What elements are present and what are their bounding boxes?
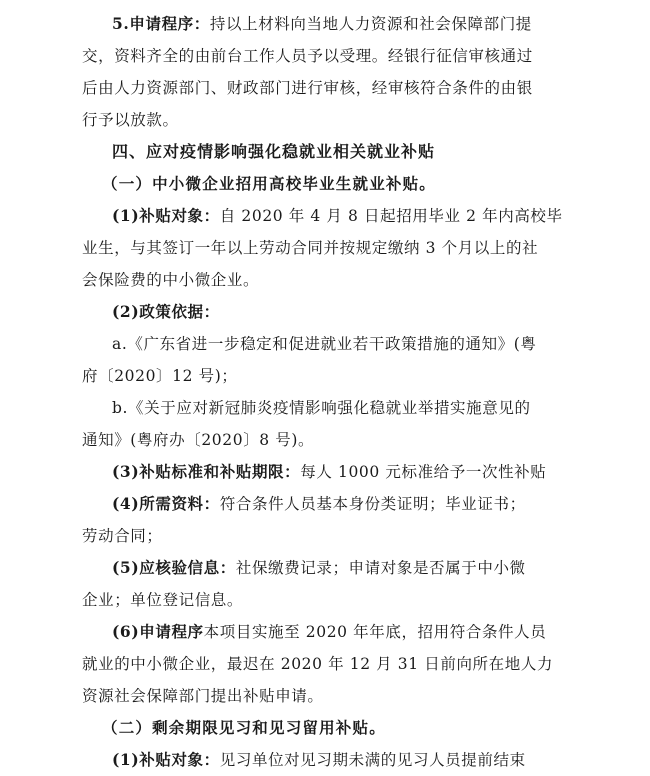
paragraph-line: 后由人力资源部门、财政部门进行审核，经审核符合条件的由银 [82,79,533,97]
paragraph-line [82,488,580,520]
subsection-heading: （二）剩余期限见习和见习留用补贴。 [102,718,386,737]
section-heading: 四、应对疫情影响强化稳就业相关就业补贴 [112,142,436,161]
paragraph-line: 就业的中小微企业，最迟在 2020 年 12 月 31 日前向所在地人力 [82,655,554,673]
paragraph-line: 行予以放款。 [82,111,179,129]
item-text: 社保缴费记录；申请对象是否属于中小微 [235,559,526,577]
paragraph-line: 劳动合同； [82,527,163,545]
item-label: (6)申请程序 [112,622,204,641]
item-label: (2)政策依据： [112,302,220,321]
paragraph-line [82,616,580,648]
paragraph-line [82,552,580,584]
item-text: 符合条件人员基本身份类证明；毕业证书； [219,495,526,513]
item-label: (1)补贴对象： [112,750,220,769]
item-label: (1)补贴对象： [112,206,220,225]
item-text: 见习单位对见习期未满的见习人员提前结束 [219,751,526,769]
paragraph-line [82,8,580,40]
paragraph-line: 企业；单位登记信息。 [82,591,244,609]
paragraph-line [82,456,580,488]
item-text: 自 2020 年 4 月 8 日起招用毕业 2 年内高校毕 [219,207,563,225]
paragraph-line [82,744,580,776]
paragraph-line: 会保险费的中小微企业。 [82,271,260,289]
subsection-heading: （一）中小微企业招用高校毕业生就业补贴。 [102,174,437,193]
item-text: 每人 1000 元标准给予一次性补贴 [300,463,547,481]
item-text: 本项目实施至 2020 年年底，招用符合条件人员 [203,623,547,641]
item-label: (4)所需资料： [112,494,220,513]
paragraph-line: 通知》(粤府办〔2020〕8 号)。 [82,431,315,449]
paragraph-line: 交，资料齐全的由前台工作人员予以受理。经银行征信审核通过 [82,47,533,65]
paragraph-line: 府〔2020〕12 号)； [82,367,238,385]
item-label: (3)补贴标准和补贴期限： [112,462,301,481]
paragraph-line: a.《广东省进一步稳定和促进就业若干政策措施的通知》(粤 [112,335,537,353]
item-label: 5.申请程序： [112,14,210,33]
paragraph-line: 资源社会保障部门提出补贴申请。 [82,687,324,705]
paragraph-line: b.《关于应对新冠肺炎疫情影响强化稳就业举措实施意见的 [112,399,531,417]
paragraph-line: 业生，与其签订一年以上劳动合同并按规定缴纳 3 个月以上的社 [82,239,539,257]
item-label: (5)应核验信息： [112,558,236,577]
paragraph-line [82,296,580,328]
item-text: 持以上材料向当地人力资源和社会保障部门提 [209,15,532,33]
paragraph-line [82,200,580,232]
